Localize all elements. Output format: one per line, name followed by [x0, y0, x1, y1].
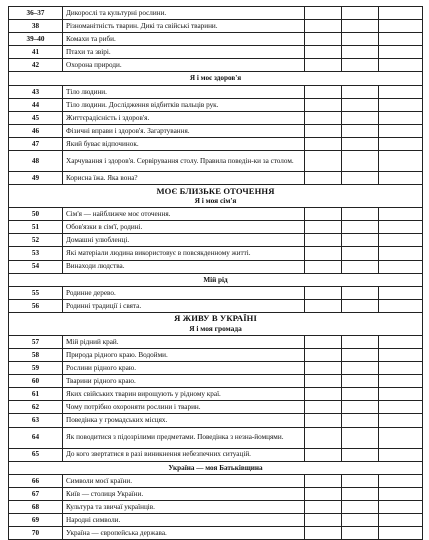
blank-cell: [379, 111, 423, 124]
lesson-topic: Чому потрібно охороняти рослини і тварин.: [63, 401, 305, 414]
blank-cell: [342, 59, 379, 72]
lesson-number: 60: [9, 375, 63, 388]
blank-cell: [379, 247, 423, 260]
lesson-topic: Поведінка у громадських місцях.: [63, 414, 305, 427]
blank-cell: [379, 137, 423, 150]
lesson-number: 45: [9, 111, 63, 124]
blank-cell: [379, 427, 423, 448]
blank-cell: [379, 172, 423, 185]
blank-cell: [342, 137, 379, 150]
blank-cell: [379, 500, 423, 513]
blank-cell: [379, 414, 423, 427]
lesson-row: [9, 487, 423, 500]
lesson-number: 64: [9, 427, 63, 448]
blank-cell: [342, 20, 379, 33]
section-header-row: [9, 312, 423, 335]
lesson-number: 54: [9, 260, 63, 273]
blank-cell: [379, 474, 423, 487]
lesson-topic: Комахи та риби.: [63, 33, 305, 46]
blank-cell: [305, 234, 342, 247]
lesson-row: [9, 335, 423, 348]
lesson-number: 62: [9, 401, 63, 414]
blank-cell: [342, 208, 379, 221]
blank-cell: [305, 151, 342, 172]
blank-cell: [305, 299, 342, 312]
blank-cell: [342, 7, 379, 20]
blank-cell: [379, 448, 423, 461]
blank-cell: [305, 85, 342, 98]
blank-cell: [305, 260, 342, 273]
blank-cell: [379, 85, 423, 98]
blank-cell: [305, 375, 342, 388]
lesson-topic: Культура та звичаї українців.: [63, 500, 305, 513]
blank-cell: [342, 98, 379, 111]
blank-cell: [379, 299, 423, 312]
blank-cell: [379, 401, 423, 414]
lesson-number: 52: [9, 234, 63, 247]
lesson-row: [9, 362, 423, 375]
blank-cell: [342, 487, 379, 500]
lesson-topic: Різноманітність тварин. Дикі та свійські тварини.: [63, 20, 305, 33]
blank-cell: [379, 286, 423, 299]
blank-cell: [379, 7, 423, 20]
blank-cell: [305, 362, 342, 375]
lesson-topic: Україна — європейська держава.: [63, 527, 305, 540]
lesson-topic: Охорона природи.: [63, 59, 305, 72]
blank-cell: [305, 98, 342, 111]
blank-cell: [305, 335, 342, 348]
lesson-row: [9, 427, 423, 448]
blank-cell: [342, 514, 379, 527]
blank-cell: [379, 388, 423, 401]
blank-cell: [305, 401, 342, 414]
lesson-number: 70: [9, 527, 63, 540]
lesson-row: [9, 260, 423, 273]
blank-cell: [379, 527, 423, 540]
lesson-row: [9, 500, 423, 513]
lesson-number: 58: [9, 348, 63, 361]
blank-cell: [305, 286, 342, 299]
lesson-row: [9, 33, 423, 46]
lesson-row: [9, 124, 423, 137]
blank-cell: [305, 46, 342, 59]
blank-cell: [379, 260, 423, 273]
lesson-row: [9, 98, 423, 111]
blank-cell: [305, 388, 342, 401]
lesson-row: [9, 286, 423, 299]
blank-cell: [342, 401, 379, 414]
blank-cell: [379, 335, 423, 348]
lesson-number: 50: [9, 208, 63, 221]
lesson-row: [9, 111, 423, 124]
lesson-topic: Харчування і здоров'я. Сервірування столу. Правила поведін-ки за столом.: [63, 151, 305, 172]
blank-cell: [305, 474, 342, 487]
lesson-row: [9, 401, 423, 414]
lesson-row: [9, 247, 423, 260]
blank-cell: [342, 260, 379, 273]
lesson-number: 51: [9, 221, 63, 234]
blank-cell: [305, 172, 342, 185]
lesson-topic: Фізичні вправи і здоров'я. Загартування.: [63, 124, 305, 137]
section-header-row: [9, 72, 423, 85]
lesson-topic: Рослини рідного краю.: [63, 362, 305, 375]
section-subtitle: Я і моя сім'я: [194, 196, 237, 206]
lesson-topic: Обов'язки в сім'ї, родині.: [63, 221, 305, 234]
lesson-row: [9, 348, 423, 361]
lesson-number: 59: [9, 362, 63, 375]
blank-cell: [305, 247, 342, 260]
lesson-topic: Птахи та звірі.: [63, 46, 305, 59]
blank-cell: [342, 427, 379, 448]
lesson-topic: Як поводитися з підозрілими предметами. Поведінка з незна-йомцями.: [63, 427, 305, 448]
blank-cell: [305, 514, 342, 527]
lesson-number: 63: [9, 414, 63, 427]
blank-cell: [342, 474, 379, 487]
lesson-topic: Які матеріали людина використовує в повсякденному житті.: [63, 247, 305, 260]
blank-cell: [379, 234, 423, 247]
blank-cell: [342, 335, 379, 348]
lesson-topic: Родинне дерево.: [63, 286, 305, 299]
blank-cell: [379, 362, 423, 375]
lesson-number: 68: [9, 500, 63, 513]
blank-cell: [379, 98, 423, 111]
blank-cell: [305, 33, 342, 46]
blank-cell: [342, 362, 379, 375]
blank-cell: [342, 375, 379, 388]
blank-cell: [342, 234, 379, 247]
lesson-number: 65: [9, 448, 63, 461]
blank-cell: [379, 221, 423, 234]
lesson-number: 39–40: [9, 33, 63, 46]
blank-cell: [305, 7, 342, 20]
blank-cell: [379, 59, 423, 72]
section-header-row: [9, 273, 423, 286]
blank-cell: [305, 448, 342, 461]
section-header-row: [9, 461, 423, 474]
blank-cell: [342, 527, 379, 540]
lesson-number: 61: [9, 388, 63, 401]
blank-cell: [305, 221, 342, 234]
blank-cell: [305, 208, 342, 221]
lesson-number: 42: [9, 59, 63, 72]
lesson-plan-table: [8, 6, 423, 540]
blank-cell: [379, 208, 423, 221]
blank-cell: [305, 487, 342, 500]
lesson-row: [9, 388, 423, 401]
blank-cell: [305, 111, 342, 124]
section-header: Я і моє здоров'я: [9, 72, 423, 85]
blank-cell: [305, 414, 342, 427]
blank-cell: [342, 85, 379, 98]
lesson-row: [9, 527, 423, 540]
lesson-topic: Тіло людини. Дослідження відбитків пальців рук.: [63, 98, 305, 111]
blank-cell: [305, 137, 342, 150]
blank-cell: [342, 221, 379, 234]
blank-cell: [342, 124, 379, 137]
lesson-row: [9, 375, 423, 388]
blank-cell: [342, 172, 379, 185]
lesson-topic: Яких свійських тварин вирощують у рідному краї.: [63, 388, 305, 401]
blank-cell: [342, 247, 379, 260]
lesson-row: [9, 299, 423, 312]
section-main-title: Я ЖИВУ В УКРАЇНІ: [174, 313, 257, 324]
blank-cell: [342, 111, 379, 124]
lesson-topic: Родинні традиції і свята.: [63, 299, 305, 312]
lesson-row: [9, 448, 423, 461]
lesson-row: [9, 234, 423, 247]
lesson-topic: Який буває відпочинок.: [63, 137, 305, 150]
lesson-number: 48: [9, 151, 63, 172]
lesson-row: [9, 474, 423, 487]
lesson-number: 69: [9, 514, 63, 527]
lesson-row: [9, 137, 423, 150]
lesson-number: 67: [9, 487, 63, 500]
lesson-topic: Винаходи людства.: [63, 260, 305, 273]
lesson-row: [9, 221, 423, 234]
lesson-number: 43: [9, 85, 63, 98]
lesson-topic: Корисна їжа. Яка вона?: [63, 172, 305, 185]
blank-cell: [342, 448, 379, 461]
lesson-topic: Сім'я — найближче моє оточення.: [63, 208, 305, 221]
blank-cell: [379, 375, 423, 388]
section-header: Мій рід: [9, 273, 423, 286]
lesson-row: [9, 59, 423, 72]
lesson-number: 44: [9, 98, 63, 111]
section-header: [9, 185, 423, 208]
lesson-number: 46: [9, 124, 63, 137]
section-subtitle: Я і моя громада: [189, 323, 242, 333]
lesson-topic: Київ — столиця України.: [63, 487, 305, 500]
section-header-row: [9, 185, 423, 208]
lesson-row: [9, 172, 423, 185]
blank-cell: [305, 500, 342, 513]
lesson-row: [9, 208, 423, 221]
blank-cell: [305, 348, 342, 361]
blank-cell: [342, 46, 379, 59]
blank-cell: [379, 514, 423, 527]
lesson-topic: Природа рідного краю. Водойми.: [63, 348, 305, 361]
lesson-row: [9, 46, 423, 59]
lesson-topic: Життєрадісність і здоров'я.: [63, 111, 305, 124]
lesson-topic: Дикорослі та культурні рослини.: [63, 7, 305, 20]
lesson-topic: До кого звертатися в разі виникнення небезпечних ситуацій.: [63, 448, 305, 461]
lesson-number: 49: [9, 172, 63, 185]
blank-cell: [342, 33, 379, 46]
lesson-number: 41: [9, 46, 63, 59]
blank-cell: [379, 124, 423, 137]
lesson-row: [9, 414, 423, 427]
lesson-plan-body: [9, 7, 423, 540]
lesson-number: 47: [9, 137, 63, 150]
blank-cell: [379, 46, 423, 59]
blank-cell: [305, 427, 342, 448]
lesson-topic: Народні символи.: [63, 514, 305, 527]
blank-cell: [305, 124, 342, 137]
lesson-topic: Мій рідний край.: [63, 335, 305, 348]
blank-cell: [379, 348, 423, 361]
lesson-number: 53: [9, 247, 63, 260]
blank-cell: [342, 414, 379, 427]
lesson-number: 57: [9, 335, 63, 348]
blank-cell: [342, 388, 379, 401]
lesson-topic: Символи моєї країни.: [63, 474, 305, 487]
section-main-title: МОЄ БЛИЗЬКЕ ОТОЧЕННЯ: [156, 185, 275, 196]
lesson-row: [9, 151, 423, 172]
blank-cell: [342, 151, 379, 172]
blank-cell: [379, 20, 423, 33]
lesson-row: [9, 85, 423, 98]
blank-cell: [342, 299, 379, 312]
lesson-topic: Домашні улюбленці.: [63, 234, 305, 247]
blank-cell: [379, 33, 423, 46]
section-header: [9, 312, 423, 335]
lesson-row: [9, 7, 423, 20]
lesson-row: [9, 514, 423, 527]
lesson-topic: Тварини рідного краю.: [63, 375, 305, 388]
lesson-topic: Тіло людини.: [63, 85, 305, 98]
blank-cell: [342, 286, 379, 299]
blank-cell: [305, 59, 342, 72]
lesson-number: 66: [9, 474, 63, 487]
blank-cell: [379, 487, 423, 500]
blank-cell: [342, 348, 379, 361]
blank-cell: [379, 151, 423, 172]
blank-cell: [305, 20, 342, 33]
lesson-number: 36–37: [9, 7, 63, 20]
blank-cell: [342, 500, 379, 513]
lesson-row: [9, 20, 423, 33]
section-header: Україна — моя Батьківщина: [9, 461, 423, 474]
lesson-number: 56: [9, 299, 63, 312]
lesson-number: 55: [9, 286, 63, 299]
blank-cell: [305, 527, 342, 540]
lesson-number: 38: [9, 20, 63, 33]
